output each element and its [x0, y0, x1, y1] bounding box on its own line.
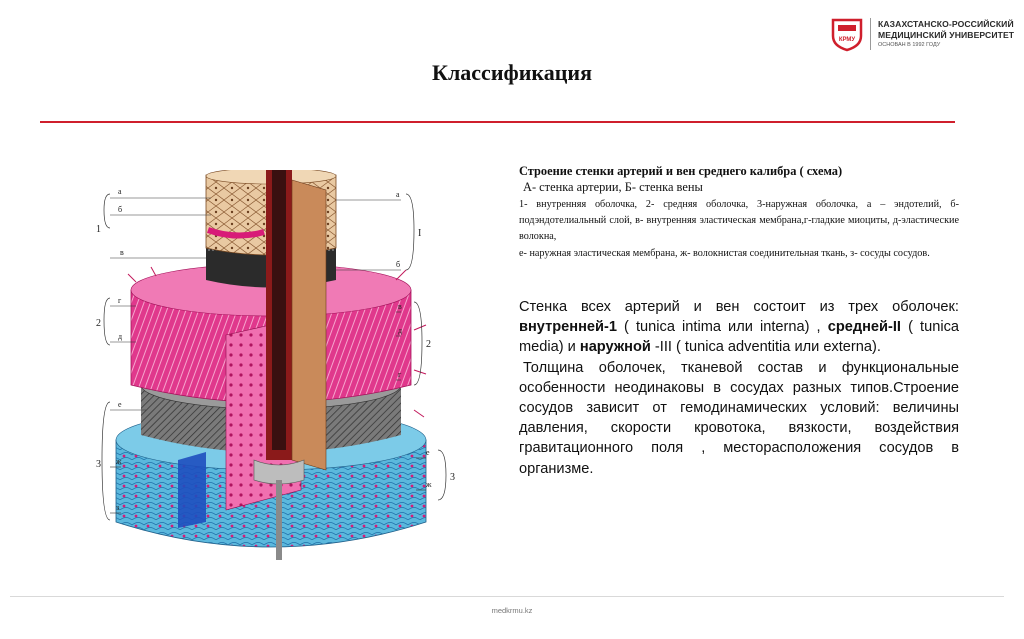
- label-g: г: [118, 296, 122, 305]
- vessel-wall-illustration: [96, 170, 466, 560]
- figure-caption: [519, 163, 959, 262]
- p1-c: -III ( tunica adventitia или externa).: [650, 339, 881, 356]
- p1-outer-term: наружной: [579, 339, 651, 356]
- right-label-a: а: [396, 190, 400, 199]
- logo-founded: ОСНОВАН В 1992 ГОДУ: [878, 42, 941, 48]
- label-z: з: [116, 503, 120, 512]
- p1-b: ( tunica media) и: [519, 319, 959, 356]
- p1-start: Стенка всех артерий и вен состоит из трех оболочек:: [519, 299, 959, 315]
- p1-a: ( tunica intima или interna) ,: [616, 319, 828, 336]
- title-underline: [40, 121, 955, 123]
- right-group-3: 3: [450, 472, 455, 483]
- label-b: б: [118, 205, 123, 214]
- group-1: 1: [96, 224, 101, 235]
- right-label-e: е: [426, 448, 430, 457]
- label-d: д: [118, 332, 123, 341]
- right-group-1: I: [418, 228, 422, 239]
- caption-legend-2: е- наружная эластическая мембрана, ж- волокнистая соединительная ткань, з- сосуды сосудов.: [519, 248, 930, 259]
- badge-text: КРМУ: [838, 37, 856, 43]
- right-group-2: 2: [426, 339, 431, 350]
- p1-middle-term: средней-II: [827, 319, 901, 336]
- group-2: 2: [96, 318, 101, 329]
- label-zh: ж: [116, 457, 122, 466]
- logo-name-line1: КАЗАХСТАНСКО-РОССИЙСКИЙ: [878, 19, 1014, 29]
- right-label-zh: ж: [426, 480, 432, 489]
- university-logo: [828, 14, 1018, 54]
- label-a: а: [118, 187, 122, 196]
- right-label-g: г: [398, 370, 402, 379]
- paragraph-1: [519, 297, 959, 358]
- paragraph-2: Толщина оболочек, тканевой состав и функциональные особенности неодинаковы в сосудах разных типов.Строение сосудов зависит от гемодинамических условий: величины давления, скорости кровотока, вязкости, воздействия гравитационного поля , месторасположения сосудов в организме.: [519, 359, 959, 477]
- right-label-d: д: [398, 326, 403, 335]
- logo-name-line2: МЕДИЦИНСКИЙ УНИВЕРСИТЕТ: [878, 30, 1015, 40]
- logo-divider: [870, 18, 871, 50]
- footer-url[interactable]: medkrmu.kz: [491, 606, 533, 615]
- label-v: в: [120, 248, 124, 257]
- p1-inner-term: внутренней-1: [519, 319, 617, 336]
- right-label-v: в: [398, 302, 402, 311]
- footer-divider: [10, 596, 1004, 597]
- label-e: е: [118, 400, 122, 409]
- caption-subtitle: А- стенка артерии, Б- стенка вены: [523, 180, 703, 194]
- caption-legend-1: 1- внутренняя оболочка, 2- средняя оболочка, 3-наружная оболочка, а – эндотелий, б- подэндотелиальный слой, в- внутренняя эластическая мембрана,г-гладкие миоциты, д-эластические волокна,: [519, 199, 959, 242]
- crest-icon: [828, 16, 866, 52]
- slide-title: Классификация: [432, 60, 592, 85]
- caption-title: Строение стенки артерий и вен среднего калибра ( схема): [519, 164, 843, 178]
- group-3: 3: [96, 459, 101, 470]
- body-text: [519, 297, 959, 479]
- right-label-b: б: [396, 260, 401, 269]
